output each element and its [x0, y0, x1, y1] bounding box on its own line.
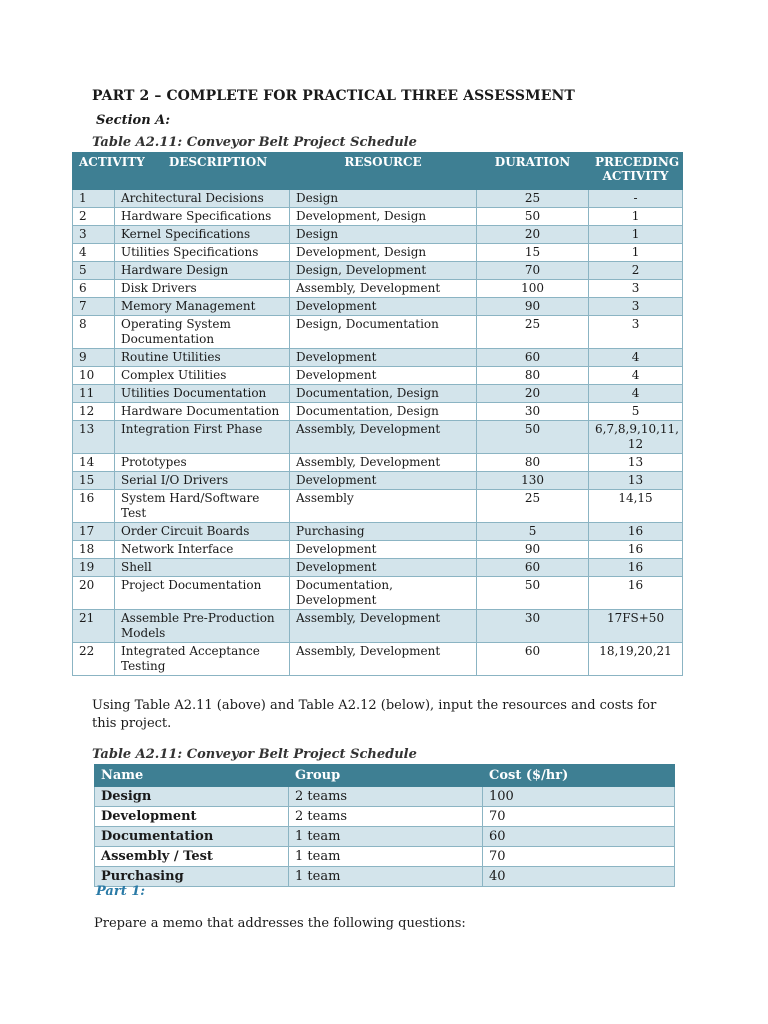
cell-resource-name: Documentation [95, 827, 289, 847]
cell-resource: Assembly, Development [290, 610, 477, 643]
cell-activity: 6 [73, 280, 115, 298]
resources-header-row [95, 765, 675, 787]
cell-preceding: 16 [589, 523, 683, 541]
resource-row [95, 787, 675, 807]
cell-preceding: 3 [589, 298, 683, 316]
schedule-row [73, 421, 683, 454]
cell-resource: Assembly, Development [290, 421, 477, 454]
cell-activity: 12 [73, 403, 115, 421]
cell-resource-group: 1 team [289, 867, 483, 887]
cell-activity: 2 [73, 208, 115, 226]
cell-preceding: 13 [589, 454, 683, 472]
schedule-row [73, 454, 683, 472]
schedule-row [73, 385, 683, 403]
cell-duration: 25 [477, 190, 589, 208]
cell-activity: 10 [73, 367, 115, 385]
cell-description: Shell [115, 559, 290, 577]
cell-activity: 14 [73, 454, 115, 472]
cell-duration: 25 [477, 490, 589, 523]
cell-activity: 4 [73, 244, 115, 262]
cell-activity: 21 [73, 610, 115, 643]
schedule-row [73, 262, 683, 280]
cell-description: Hardware Specifications [115, 208, 290, 226]
cell-preceding: 3 [589, 316, 683, 349]
cell-resource-name: Development [95, 807, 289, 827]
cell-duration: 5 [477, 523, 589, 541]
cell-description: Hardware Documentation [115, 403, 290, 421]
cell-description: Complex Utilities [115, 367, 290, 385]
header-resource: RESOURCE [290, 153, 477, 190]
cell-resource: Purchasing [290, 523, 477, 541]
schedule-row [73, 490, 683, 523]
cell-preceding: 5 [589, 403, 683, 421]
instruction-paragraph: Using Table A2.11 (above) and Table A2.12 (below), input the resources and costs for this project. [92, 698, 657, 731]
cell-preceding: 3 [589, 280, 683, 298]
cell-preceding: 18,19,20,21 [589, 643, 683, 676]
resource-row [95, 807, 675, 827]
schedule-row [73, 643, 683, 676]
schedule-row [73, 190, 683, 208]
header-preceding [589, 153, 683, 190]
cell-duration: 15 [477, 244, 589, 262]
cell-resource: Development [290, 559, 477, 577]
cell-preceding: 1 [589, 226, 683, 244]
cell-activity: 1 [73, 190, 115, 208]
cell-resource: Development [290, 349, 477, 367]
cell-duration: 20 [477, 385, 589, 403]
cell-preceding: 16 [589, 559, 683, 577]
cell-description: System Hard/Software Test [115, 490, 290, 523]
cell-preceding: 4 [589, 385, 683, 403]
schedule-row [73, 226, 683, 244]
cell-duration: 30 [477, 403, 589, 421]
cell-description: Order Circuit Boards [115, 523, 290, 541]
schedule-row [73, 208, 683, 226]
cell-resource: Development, Design [290, 244, 477, 262]
cell-duration: 60 [477, 559, 589, 577]
cell-description: Integrated Acceptance Testing [115, 643, 290, 676]
cell-preceding: 13 [589, 472, 683, 490]
cell-description: Memory Management [115, 298, 290, 316]
cell-activity: 22 [73, 643, 115, 676]
cell-resource: Assembly, Development [290, 454, 477, 472]
cell-duration: 30 [477, 610, 589, 643]
cell-resource: Documentation, Design [290, 403, 477, 421]
schedule-row [73, 367, 683, 385]
cell-description: Utilities Documentation [115, 385, 290, 403]
schedule-header-row [73, 153, 683, 190]
cell-activity: 11 [73, 385, 115, 403]
cell-duration: 90 [477, 298, 589, 316]
cell-description: Disk Drivers [115, 280, 290, 298]
cell-activity: 18 [73, 541, 115, 559]
cell-resource-group: 1 team [289, 827, 483, 847]
schedule-row [73, 316, 683, 349]
cell-resource: Development [290, 541, 477, 559]
schedule-table-caption: Table A2.11: Conveyor Belt Project Schedule [92, 135, 417, 150]
cell-activity: 16 [73, 490, 115, 523]
project-schedule-table [72, 152, 683, 676]
cell-description: Network Interface [115, 541, 290, 559]
cell-description: Utilities Specifications [115, 244, 290, 262]
cell-resource-name: Design [95, 787, 289, 807]
cell-description: Assemble Pre-Production Models [115, 610, 290, 643]
resource-row [95, 847, 675, 867]
cell-resource: Design [290, 226, 477, 244]
cell-description: Hardware Design [115, 262, 290, 280]
cell-description: Routine Utilities [115, 349, 290, 367]
header-preceding-line1: PRECEDING [595, 155, 680, 169]
cell-duration: 70 [477, 262, 589, 280]
cell-duration: 80 [477, 454, 589, 472]
schedule-row [73, 349, 683, 367]
cell-description: Kernel Specifications [115, 226, 290, 244]
cell-preceding: 14,15 [589, 490, 683, 523]
cell-resource-cost: 100 [483, 787, 675, 807]
cell-duration: 50 [477, 421, 589, 454]
cell-duration: 80 [477, 367, 589, 385]
cell-resource-group: 2 teams [289, 787, 483, 807]
cell-activity: 9 [73, 349, 115, 367]
cell-resource-name: Purchasing [95, 867, 289, 887]
cell-resource: Development [290, 367, 477, 385]
cell-preceding: 16 [589, 577, 683, 610]
cell-description: Serial I/O Drivers [115, 472, 290, 490]
schedule-row [73, 610, 683, 643]
cell-resource-cost: 60 [483, 827, 675, 847]
cell-preceding: 4 [589, 349, 683, 367]
cell-activity: 8 [73, 316, 115, 349]
cell-preceding: 2 [589, 262, 683, 280]
cell-resource: Documentation, Design [290, 385, 477, 403]
header-name: Name [95, 765, 289, 787]
cell-resource: Design, Development [290, 262, 477, 280]
header-preceding-line2: ACTIVITY [602, 169, 669, 183]
cell-activity: 7 [73, 298, 115, 316]
cell-activity: 17 [73, 523, 115, 541]
cell-description: Project Documentation [115, 577, 290, 610]
cell-duration: 50 [477, 577, 589, 610]
header-group: Group [289, 765, 483, 787]
header-cost: Cost ($/hr) [483, 765, 675, 787]
resources-table-caption: Table A2.11: Conveyor Belt Project Schedule [92, 747, 417, 762]
cell-description: Integration First Phase [115, 421, 290, 454]
cell-preceding: 1 [589, 244, 683, 262]
memo-instruction: Prepare a memo that addresses the following questions: [94, 916, 466, 931]
resources-table [94, 764, 675, 887]
schedule-row [73, 244, 683, 262]
header-description: DESCRIPTION [168, 155, 268, 169]
cell-activity: 15 [73, 472, 115, 490]
cell-resource: Development [290, 472, 477, 490]
header-activity-description [73, 153, 290, 190]
cell-resource-cost: 70 [483, 807, 675, 827]
header-activity: ACTIVITY [79, 155, 145, 169]
cell-resource: Design, Documentation [290, 316, 477, 349]
cell-activity: 19 [73, 559, 115, 577]
cell-preceding: 1 [589, 208, 683, 226]
cell-duration: 25 [477, 316, 589, 349]
cell-resource: Design [290, 190, 477, 208]
cell-duration: 60 [477, 643, 589, 676]
cell-activity: 3 [73, 226, 115, 244]
cell-duration: 130 [477, 472, 589, 490]
cell-description: Operating System Documentation [115, 316, 290, 349]
cell-duration: 50 [477, 208, 589, 226]
cell-preceding: 4 [589, 367, 683, 385]
cell-resource: Assembly, Development [290, 280, 477, 298]
cell-resource-cost: 70 [483, 847, 675, 867]
cell-resource: Assembly, Development [290, 643, 477, 676]
cell-activity: 20 [73, 577, 115, 610]
schedule-row [73, 403, 683, 421]
cell-preceding: - [589, 190, 683, 208]
cell-preceding: 17FS+50 [589, 610, 683, 643]
cell-resource-cost: 40 [483, 867, 675, 887]
cell-resource-group: 1 team [289, 847, 483, 867]
schedule-row [73, 559, 683, 577]
cell-duration: 90 [477, 541, 589, 559]
schedule-row [73, 541, 683, 559]
cell-resource: Documentation, Development [290, 577, 477, 610]
cell-resource-group: 2 teams [289, 807, 483, 827]
cell-description: Prototypes [115, 454, 290, 472]
resource-row [95, 867, 675, 887]
schedule-row [73, 577, 683, 610]
header-duration: DURATION [477, 153, 589, 190]
schedule-row [73, 472, 683, 490]
cell-activity: 5 [73, 262, 115, 280]
cell-duration: 60 [477, 349, 589, 367]
cell-duration: 100 [477, 280, 589, 298]
cell-resource: Development [290, 298, 477, 316]
resource-row [95, 827, 675, 847]
schedule-row [73, 298, 683, 316]
cell-preceding: 6,7,8,9,10,11, 12 [589, 421, 683, 454]
page-heading: PART 2 – COMPLETE FOR PRACTICAL THREE ASSESSMENT [92, 88, 575, 104]
cell-resource: Assembly [290, 490, 477, 523]
cell-resource-name: Assembly / Test [95, 847, 289, 867]
cell-description: Architectural Decisions [115, 190, 290, 208]
cell-activity: 13 [73, 421, 115, 454]
schedule-row [73, 280, 683, 298]
cell-resource: Development, Design [290, 208, 477, 226]
part-label: Part 1: [96, 884, 146, 899]
cell-duration: 20 [477, 226, 589, 244]
schedule-row [73, 523, 683, 541]
cell-preceding: 16 [589, 541, 683, 559]
section-label: Section A: [96, 113, 171, 128]
